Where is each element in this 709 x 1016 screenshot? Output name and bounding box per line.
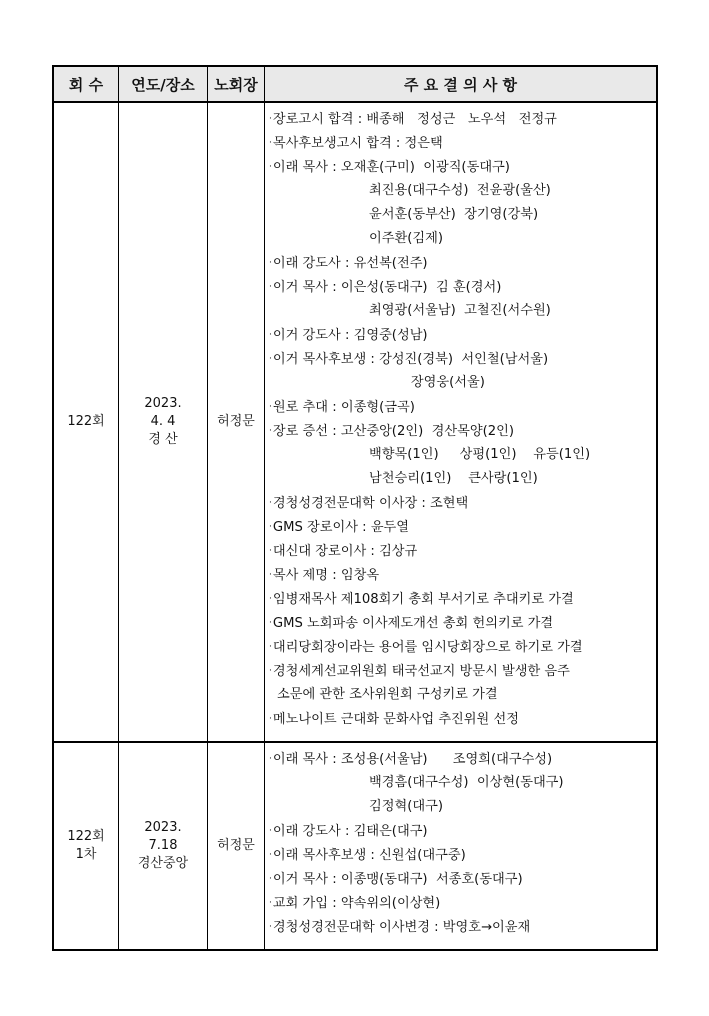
- bullet-icon: ·: [269, 666, 272, 676]
- year-place-cell: [119, 742, 208, 950]
- decision-item: [269, 131, 656, 155]
- decision-text: 장로고시 합격 : 배종해 정성근 노우석 전정규: [272, 112, 557, 127]
- decision-text: 원로 추대 : 이종형(금곡): [272, 400, 415, 415]
- bullet-icon: ·: [269, 282, 272, 292]
- decision-text: 대신대 장로이사 : 김상규: [272, 544, 418, 559]
- decision-text: GMS 노회파송 이사제도개선 총회 헌의키로 가결: [272, 616, 554, 631]
- bullet-icon: ·: [269, 498, 272, 508]
- table-row: [53, 102, 657, 742]
- decision-continuation: 남천승리(1인) 큰사랑(1인): [369, 471, 538, 486]
- decision-text: 메노나이트 근대화 문화사업 추진위원 선정: [272, 712, 519, 727]
- decision-item: [269, 843, 656, 867]
- decision-item: [269, 491, 656, 515]
- decision-text: GMS 장로이사 : 윤두열: [272, 520, 410, 535]
- round-text: 122회: [67, 829, 105, 844]
- decision-text: 임병재목사 제108회기 총회 부서기로 추대키로 가결: [272, 592, 574, 607]
- bullet-icon: ·: [269, 546, 272, 556]
- decision-item: [269, 107, 656, 131]
- bullet-icon: ·: [269, 898, 272, 908]
- decision-text: 경청성경전문대학 이사장 : 조현택: [272, 496, 469, 511]
- bullet-icon: ·: [269, 570, 272, 580]
- header-round: 회 수: [53, 66, 119, 102]
- round-text: 122회: [67, 414, 105, 429]
- decision-text: 이래 목사 : 오재훈(구미) 이광직(동대구): [272, 160, 510, 175]
- bullet-icon: ·: [269, 258, 272, 268]
- decision-text: 이래 강도사 : 유선복(전주): [272, 256, 428, 271]
- decision-continuation: 윤서훈(동부산) 장기영(강북): [369, 207, 539, 222]
- decision-item: [269, 747, 656, 771]
- bullet-icon: ·: [269, 330, 272, 340]
- decision-item: [269, 419, 656, 443]
- decision-item: [269, 563, 656, 587]
- decision-item: [269, 275, 656, 299]
- bullet-icon: ·: [269, 826, 272, 836]
- header-year-place: 연도/장소: [119, 66, 208, 102]
- bullet-icon: ·: [269, 402, 272, 412]
- decision-text: 이래 목사 : 조성용(서울남) 조영희(대구수성): [272, 752, 553, 767]
- bullet-icon: ·: [269, 642, 272, 652]
- decision-wrap-line: 소문에 관한 조사위원회 구성키로 가결: [277, 687, 498, 702]
- round-cell: [53, 742, 119, 950]
- decision-text: 이래 강도사 : 김태은(대구): [272, 824, 428, 839]
- decision-continuation: 백경흠(대구수성) 이상현(동대구): [369, 775, 564, 790]
- decision-item: [269, 611, 656, 635]
- header-row: [53, 66, 657, 102]
- bullet-icon: ·: [269, 426, 272, 436]
- decision-item: [269, 659, 656, 683]
- bullet-icon: ·: [269, 874, 272, 884]
- decision-item: [269, 587, 656, 611]
- decision-text: 이거 목사 : 이은성(동대구) 김 훈(경서): [272, 280, 502, 295]
- decision-item: [269, 867, 656, 891]
- decision-item: [269, 251, 656, 275]
- year-place-text: 경산중앙: [137, 856, 189, 871]
- decision-continuation: 최진용(대구수성) 전윤광(울산): [369, 183, 551, 198]
- decision-item: [269, 891, 656, 915]
- decision-item: [269, 515, 656, 539]
- decision-text: 경청세계선교위원회 태국선교지 방문시 발생한 음주: [272, 664, 570, 679]
- decision-continuation: 김정혁(대구): [369, 799, 443, 814]
- decision-text: 목사 제명 : 임창옥: [272, 568, 380, 583]
- decision-item: [269, 395, 656, 419]
- decision-text: 경청성경전문대학 이사변경 : 박영호→이윤재: [272, 920, 531, 935]
- bullet-icon: ·: [269, 618, 272, 628]
- bullet-icon: ·: [269, 594, 272, 604]
- bullet-icon: ·: [269, 922, 272, 932]
- moderator-cell: [208, 742, 265, 950]
- bullet-icon: ·: [269, 114, 272, 124]
- header-decisions: 주 요 결 의 사 항: [265, 66, 658, 102]
- decision-text: 교회 가입 : 약속위의(이상현): [272, 896, 441, 911]
- decision-text: 이거 목사 : 이종맹(동대구) 서종호(동대구): [272, 872, 523, 887]
- decision-text: 이거 목사후보생 : 강성진(경북) 서인철(남서울): [272, 352, 549, 367]
- year-place-text: 2023.: [144, 396, 182, 411]
- bullet-icon: ·: [269, 138, 272, 148]
- bullet-icon: ·: [269, 714, 272, 724]
- header-moderator: 노회장: [208, 66, 265, 102]
- decision-continuation: 이주환(김제): [369, 231, 443, 246]
- decision-continuation: 백향목(1인) 상평(1인) 유등(1인): [369, 447, 591, 462]
- bullet-icon: ·: [269, 850, 272, 860]
- moderator-cell: [208, 102, 265, 742]
- decision-text: 이거 강도사 : 김영중(성남): [272, 328, 428, 343]
- year-place-text: 7.18: [148, 838, 178, 853]
- bullet-icon: ·: [269, 522, 272, 532]
- resolutions-table: [52, 65, 658, 951]
- decision-text: 목사후보생고시 합격 : 정은택: [272, 136, 443, 151]
- decision-text: 이래 목사후보생 : 신원섭(대구중): [272, 848, 466, 863]
- decision-item: [269, 539, 656, 563]
- year-place-text: 경 산: [148, 432, 178, 447]
- table-body: [53, 102, 657, 950]
- year-place-text: 4. 4: [150, 414, 176, 429]
- decision-item: [269, 323, 656, 347]
- decision-item: [269, 635, 656, 659]
- decision-item: [269, 155, 656, 179]
- year-place-text: 2023.: [144, 820, 182, 835]
- decisions-cell: [265, 742, 658, 950]
- moderator-name: 허정문: [217, 414, 255, 429]
- decisions-cell: [265, 102, 658, 742]
- moderator-name: 허정문: [217, 838, 255, 853]
- decision-item: [269, 347, 656, 371]
- bullet-icon: ·: [269, 754, 272, 764]
- decision-text: 대리당회장이라는 용어를 임시당회장으로 하기로 가결: [272, 640, 583, 655]
- bullet-icon: ·: [269, 162, 272, 172]
- decision-item: [269, 915, 656, 939]
- round-cell: [53, 102, 119, 742]
- decision-item: [269, 707, 656, 731]
- decision-text: 장로 증선 : 고산중앙(2인) 경산목양(2인): [272, 424, 514, 439]
- decision-continuation: 최영광(서울남) 고철진(서수원): [369, 303, 551, 318]
- decision-item: [269, 819, 656, 843]
- bullet-icon: ·: [269, 354, 272, 364]
- table-row: [53, 742, 657, 950]
- year-place-cell: [119, 102, 208, 742]
- round-text: 1차: [75, 847, 97, 862]
- decision-continuation: 장영웅(서울): [369, 375, 485, 390]
